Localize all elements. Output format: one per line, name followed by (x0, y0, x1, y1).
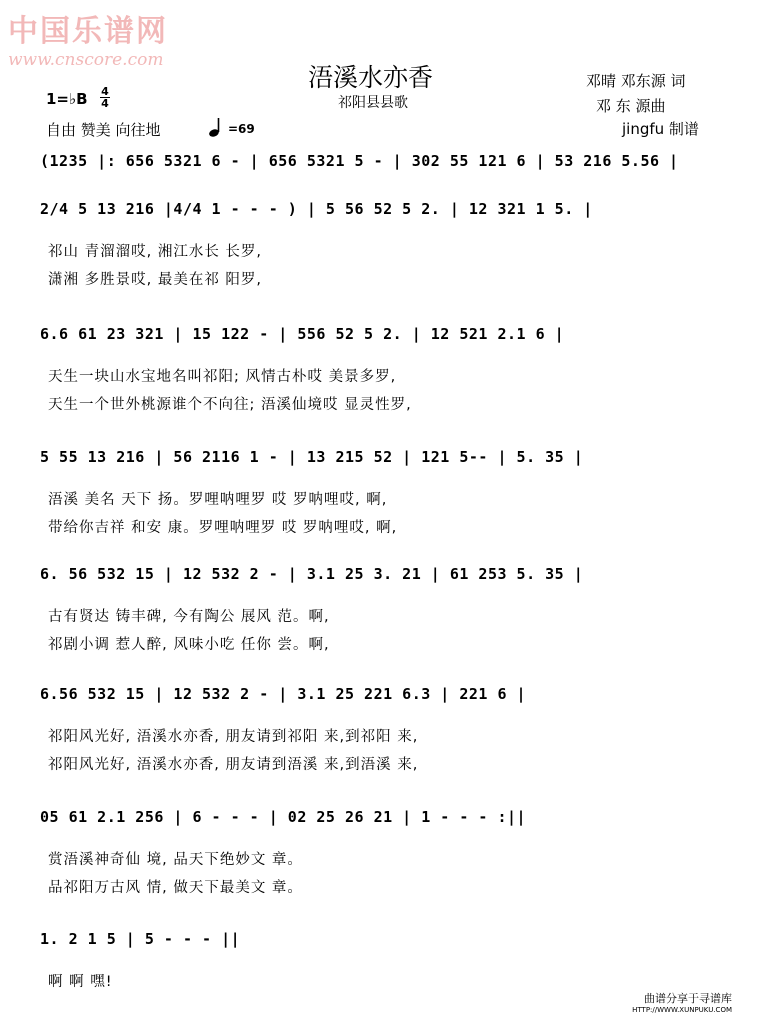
notation-line: 2/4 5 13 216 |4/4 1 - - - ) | 5 56 52 5 2. | 12 321 1 5. | (40, 200, 593, 218)
share-footer: 曲谱分享于寻谱库 (644, 992, 732, 1005)
notation-line: 5 55 13 216 | 56 2116 1 - | 13 215 52 | 121 5-- | 5. 35 | (40, 448, 584, 466)
key-signature: 1=♭B (46, 90, 88, 108)
notation-line: 1. 2 1 5 | 5 - - - || (40, 930, 241, 948)
lyric-line: 啊 啊 嘿! (48, 974, 113, 990)
lyric-line: 品祁阳万古风 情, 做天下最美文 章。 (48, 880, 303, 896)
quarter-note-icon (208, 116, 230, 138)
notation-line: 6. 56 532 15 | 12 532 2 - | 3.1 25 3. 21 | 61 253 5. 35 | (40, 565, 584, 583)
notation-line: 05 61 2.1 256 | 6 - - - | 02 25 26 21 | 1 - - - :|| (40, 808, 527, 826)
share-url: HTTP://WWW.XUNPUKU.COM (632, 1006, 732, 1014)
lyric-line: 古有贤达 铸丰碑, 今有陶公 展风 范。啊, (48, 609, 330, 625)
notation-line: 6.56 532 15 | 12 532 2 - | 3.1 25 221 6.3 | 221 6 | (40, 685, 527, 703)
notation-line: 6.6 61 23 321 | 15 122 - | 556 52 5 2. | 12 521 2.1 6 | (40, 325, 565, 343)
lyric-line: 浯溪 美名 天下 扬。罗哩呐哩罗 哎 罗呐哩哎, 啊, (48, 492, 388, 508)
time-signature (100, 86, 110, 109)
notation-line: (1235 |: 656 5321 6 - | 656 5321 5 - | 302 55 121 6 | 53 216 5.56 | (40, 152, 679, 170)
transcriber-credit: jingfu 制谱 (622, 120, 699, 138)
lyricist-credit: 邓晴 邓东源 词 (586, 72, 686, 90)
time-signature-bottom: 4 (101, 97, 109, 110)
watermark-url: www.cnscore.com (8, 50, 164, 70)
tempo-marking: =69 (228, 122, 255, 136)
song-subtitle: 祁阳县县歌 (338, 95, 408, 111)
song-title: 浯溪水亦香 (308, 63, 434, 92)
lyric-line: 潇湘 多胜景哎, 最美在祁 阳罗, (48, 272, 263, 288)
lyric-line: 带给你吉祥 和安 康。罗哩呐哩罗 哎 罗呐哩哎, 啊, (48, 520, 398, 536)
lyric-line: 天生一块山水宝地名叫祁阳; 风情古朴哎 美景多罗, (48, 369, 397, 385)
lyric-line: 祁剧小调 惹人醉, 风味小吃 任你 尝。啊, (48, 637, 330, 653)
lyric-line: 祁阳风光好, 浯溪水亦香, 朋友请到浯溪 来,到浯溪 来, (48, 757, 419, 773)
composer-credit: 邓 东 源曲 (596, 97, 666, 115)
lyric-line: 祁山 青溜溜哎, 湘江水长 长罗, (48, 244, 263, 260)
lyric-line: 祁阳风光好, 浯溪水亦香, 朋友请到祁阳 来,到祁阳 来, (48, 729, 419, 745)
expression-marking: 自由 赞美 向往地 (46, 121, 161, 139)
watermark-site-name: 中国乐谱网 (8, 14, 168, 49)
lyric-line: 赏浯溪神奇仙 境, 品天下绝妙文 章。 (48, 852, 303, 868)
time-signature-top: 4 (101, 85, 109, 98)
lyric-line: 天生一个世外桃源谁个不向往; 浯溪仙境哎 显灵性罗, (48, 397, 412, 413)
